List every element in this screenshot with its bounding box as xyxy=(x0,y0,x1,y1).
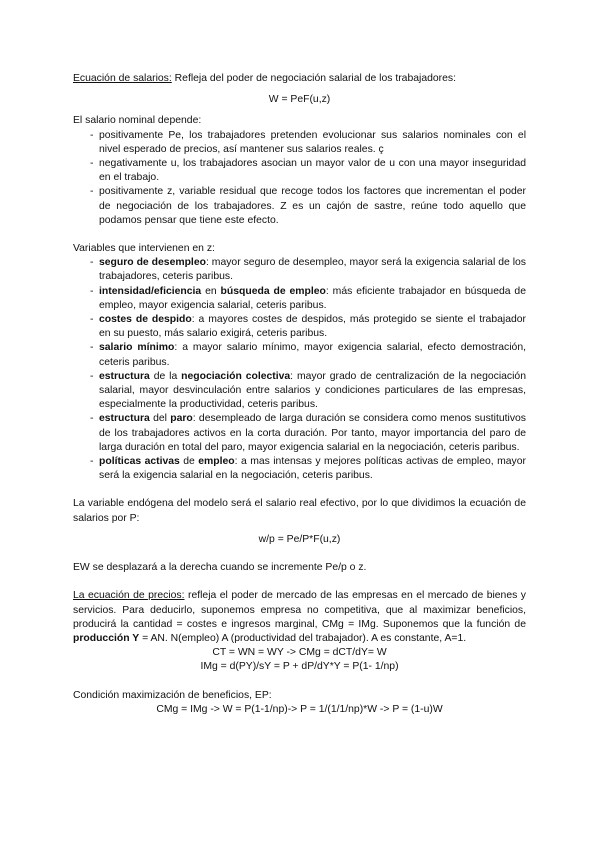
term-seguro: seguro de desempleo xyxy=(99,257,206,269)
term-text: : mayor grado de centralización de la negociación salarial, mayor desvinculación entre salarios y condiciones particulares de las empresas, especialmente la productividad, ceteris paribus. xyxy=(99,370,526,411)
term-text: : a mas intensas y mejores políticas activas de empleo, mayor será la exigencia salarial en la negociación, ceteris paribus. xyxy=(99,456,526,482)
salarios-title: Ecuación de salarios: xyxy=(73,73,172,84)
real-wage-text: La variable endógena del modelo será el salario real efectivo, por lo que dividimos la ecuación de salarios por P: xyxy=(73,498,526,524)
term-empleo: empleo xyxy=(198,456,235,468)
term-text: : a mayores costes de despidos, más protegido se siente el trabajador en su puesto, más salario exigirá, ceteris paribus. xyxy=(99,314,526,340)
term-costes: costes de despido xyxy=(99,314,192,326)
precios-paragraph xyxy=(73,589,526,646)
list-item: - positivamente z, variable residual que recoge todos los factores que incrementan el poder de negociación de los trabajadores. Z es un cajón de sastre, reúne todo aquello que podamos pensar que tiene este efecto. xyxy=(73,185,526,228)
term-text: : más eficiente trabajador en búsqueda de empleo, mayor exigencia salarial, ceteris paribus. xyxy=(99,285,526,311)
revenue-equation: IMg = d(PY)/sY = P + dP/dY*Y = P(1- 1/np) xyxy=(200,661,399,673)
term-intensidad: intensidad/eficiencia xyxy=(99,285,202,297)
precios-text: = AN. N(empleo) A (productividad del trabajador). A es constante, A=1. xyxy=(139,632,467,644)
list-item xyxy=(73,455,526,483)
term-minimo: salario mínimo xyxy=(99,342,175,354)
term-text: : mayor seguro de desempleo, mayor será la exigencia salarial de los trabajadores, ceteris paribus. xyxy=(99,257,526,283)
salarios-intro: Refleja del poder de negociación salarial de los trabajadores: xyxy=(171,73,456,84)
term-negociacion: negociación colectiva xyxy=(181,370,291,382)
term-estructura: estructura xyxy=(99,413,150,425)
price-equation: CMg = IMg -> W = P(1-1/np)-> P = 1/(1/1/np)*W -> P = (1-u)W xyxy=(156,703,443,715)
term-text: : desempleado de larga duración se considera como menos sustitutivos de los trabajadores activos en la corta duración. Por tanto, mayor importancia del paro de larga duración en total del paro, mayor exigencia salarial en la negociación, ceteris paribus. xyxy=(99,413,527,453)
cost-equation: CT = WN = WY -> CMg = dCT/dY= W xyxy=(212,647,387,659)
list-item xyxy=(73,341,526,369)
term-text: : a mayor salario mínimo, mayor exigencia salarial, efecto demostración, ceteris paribus. xyxy=(99,342,527,368)
document-page xyxy=(73,72,526,717)
salarios-heading-line xyxy=(73,72,526,86)
list-item xyxy=(73,412,526,455)
variables-label: Variables que intervienen en z: xyxy=(73,243,215,255)
term-text: en xyxy=(201,285,221,297)
term-text: de la xyxy=(149,370,182,382)
term-produccion: producción Y xyxy=(73,632,140,644)
term-busqueda: búsqueda de empleo xyxy=(220,285,326,297)
term-paro: paro xyxy=(170,413,193,425)
wage-equation: W = PeF(u,z) xyxy=(268,94,331,106)
term-politicas: políticas activas xyxy=(99,456,180,468)
depends-list xyxy=(73,129,526,228)
term-estructura: estructura xyxy=(99,370,150,382)
depends-label: El salario nominal depende: xyxy=(73,115,202,127)
ew-text: EW se desplazará a la derecha cuando se incremente Pe/p o z. xyxy=(73,562,367,574)
term-text: del xyxy=(149,413,171,425)
variables-list xyxy=(73,256,526,483)
real-wage-equation: w/p = Pe/P*F(u,z) xyxy=(258,533,341,545)
list-item xyxy=(73,313,526,341)
list-item xyxy=(73,285,526,313)
precios-text: refleja el poder de mercado de las empresas en el mercado de bienes y servicios. Para deducirlo, suponemos empresa no competitiva, que al maximizar beneficios, producirá la cantidad = costes e ingresos marginal, CMg = IMg. Suponemos que la función de xyxy=(73,590,526,630)
condition-label: Condición maximización de beneficios, EP: xyxy=(73,689,272,701)
precios-title: La ecuación de precios: xyxy=(73,590,185,602)
list-item: - negativamente u, los trabajadores asocian un mayor valor de u con una mayor inseguridad en el trabajo. xyxy=(73,157,526,185)
list-item xyxy=(73,370,526,413)
list-item xyxy=(73,256,526,284)
term-text: de xyxy=(179,456,199,468)
list-item: - positivamente Pe, los trabajadores pretenden evolucionar sus salarios nominales con el nivel esperado de precios, así mantener sus salarios reales. ç xyxy=(73,129,526,157)
